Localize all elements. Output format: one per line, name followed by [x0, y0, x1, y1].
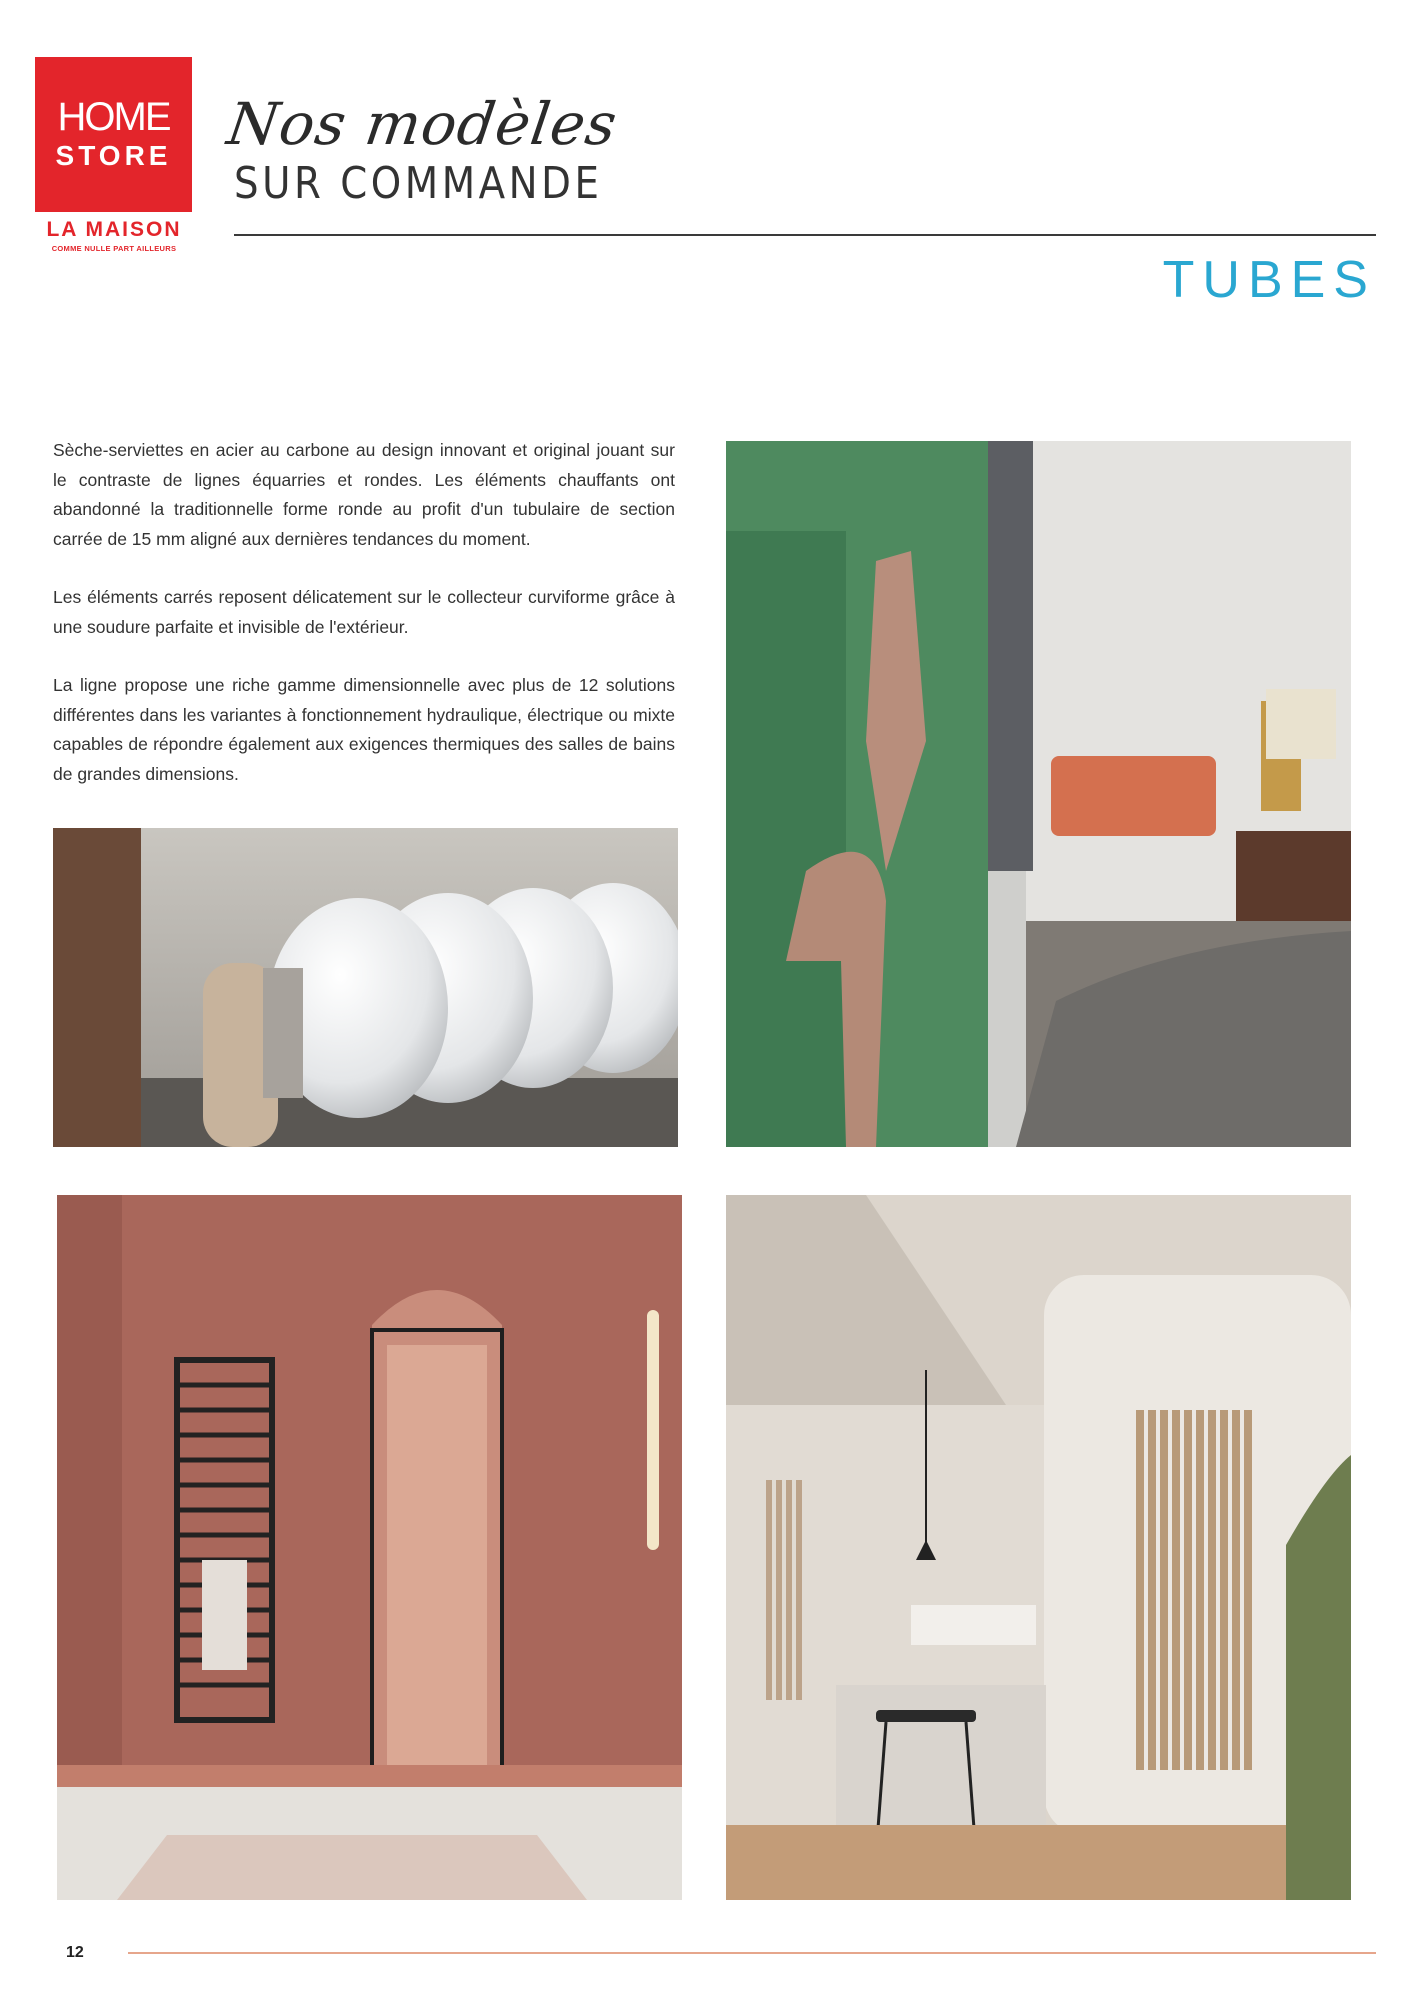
page-title: SUR COMMANDE	[234, 158, 603, 209]
logo-line-home: HOME	[57, 95, 170, 139]
logo-tagline: LA MAISON	[46, 218, 182, 241]
photo-tube-closeup	[53, 828, 678, 1147]
footer-divider	[128, 1952, 1376, 1954]
description-paragraph-3: La ligne propose une riche gamme dimensionnelle avec plus de 12 solutions différentes dans les variantes à fonctionnement hydraulique, électrique ou mixte capables de répondre également aux exigences thermiques des salles de bains de grandes dimensions.	[53, 675, 675, 784]
page-number: 12	[66, 1944, 84, 1961]
home-store-logo	[35, 57, 192, 212]
logo-line-store: STORE	[55, 140, 172, 171]
title-divider	[234, 234, 1376, 236]
page-title-script: Nos modèles	[223, 90, 622, 158]
photo-kitchen	[726, 1195, 1351, 1900]
product-description	[53, 436, 675, 818]
description-paragraph-2: Les éléments carrés reposent délicatement sur le collecteur curviforme grâce à une soudure parfaite et invisible de l'extérieur.	[53, 587, 675, 637]
brand-name: TUBES	[1162, 251, 1376, 309]
logo-subtagline: COMME NULLE PART AILLEURS	[51, 244, 177, 253]
photo-bedroom	[726, 441, 1351, 1147]
photo-bathroom	[57, 1195, 682, 1900]
description-paragraph-1: Sèche-serviettes en acier au carbone au design innovant et original jouant sur le contraste de lignes équarries et rondes. Les éléments chauffants ont abandonné la traditionnelle forme ronde au profit d'un tubulaire de section carrée de 15 mm aligné aux dernières tendances du moment.	[53, 440, 675, 549]
